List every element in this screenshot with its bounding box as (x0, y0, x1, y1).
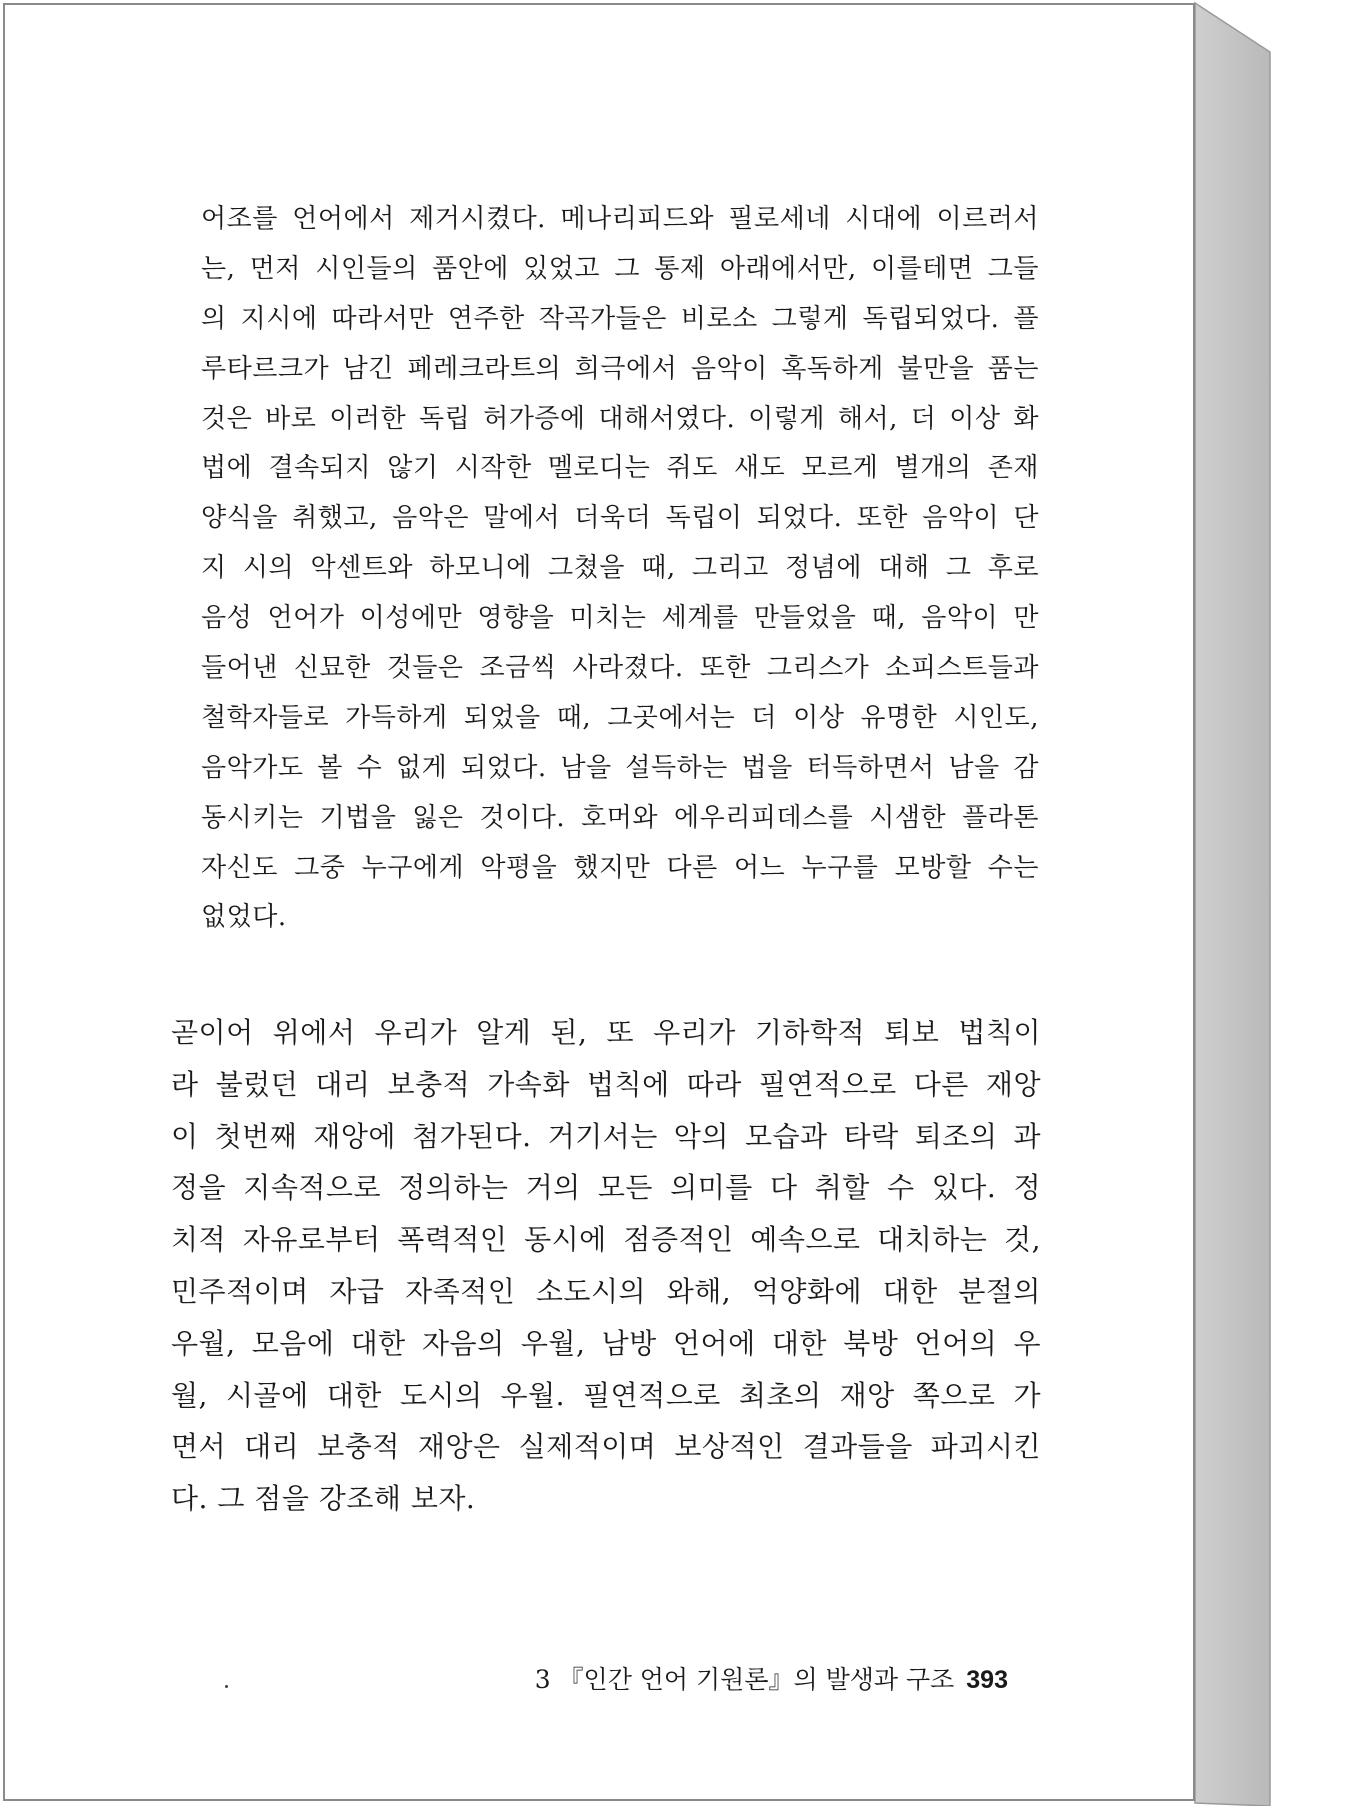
quote-line: 음성 언어가 이성에만 영향을 미치는 세계를 만들었을 때, 음악이 만 (201, 603, 1039, 634)
body-line: 면서 대리 보충적 재앙은 실제적이며 보상적인 결과들을 파괴시킨 (171, 1430, 1041, 1464)
body-line: 라 불렀던 대리 보충적 가속화 법칙에 따라 필연적으로 다른 재앙 (171, 1067, 1041, 1101)
quote-line: 음악가도 볼 수 없게 되었다. 남을 설득하는 법을 터득하면서 남을 감 (201, 752, 1039, 783)
quote-line: 것은 바로 이러한 독립 허가증에 대해서였다. 이렇게 해서, 더 이상 화 (201, 403, 1039, 434)
body-line: 월, 시골에 대한 도시의 우월. 필연적으로 최초의 재앙 쪽으로 가 (171, 1378, 1041, 1412)
quote-line: 양식을 취했고, 음악은 말에서 더욱더 독립이 되었다. 또한 음악이 단 (201, 503, 1039, 534)
running-title: 3 『인간 언어 기원론』의 발생과 구조 (534, 1665, 955, 1694)
quote-line: 철학자들로 가득하게 되었을 때, 그곳에서는 더 이상 유명한 시인도, (201, 702, 1039, 733)
body-line: 다. 그 점을 강조해 보자. (171, 1482, 476, 1516)
body-line: 곧이어 위에서 우리가 알게 된, 또 우리가 기하학적 퇴보 법칙이 (171, 1016, 1041, 1049)
quote-line: 법에 결속되지 않기 시작한 멜로디는 쥐도 새도 모르게 별개의 존재 (201, 453, 1039, 484)
scan-speck (225, 1685, 228, 1688)
body-line: 치적 자유로부터 폭력적인 동시에 점증적인 예속으로 대치하는 것, (171, 1223, 1041, 1257)
block-quote (201, 195, 1039, 943)
quote-line: 들어낸 신묘한 것들은 조금씩 사라졌다. 또한 그리스가 소피스트들과 (201, 653, 1039, 684)
quote-line: 동시키는 기법을 잃은 것이다. 호머와 에우리피데스를 시샘한 플라톤 (201, 802, 1039, 833)
body-line: 민주적이며 자급 자족적인 소도시의 와해, 억양화에 대한 분절의 (171, 1274, 1041, 1308)
quote-line: 없었다. (201, 902, 287, 933)
quote-line: 어조를 언어에서 제거시켰다. 메나리피드와 필로세네 시대에 이르러서 (201, 204, 1039, 234)
running-footer (535, 1665, 1008, 1695)
body-paragraph (171, 1007, 1041, 1525)
quote-line: 자신도 그중 누구에게 악평을 했지만 다른 어느 누구를 모방할 수는 (201, 852, 1039, 883)
body-line: 이 첫번째 재앙에 첨가된다. 거기서는 악의 모습과 타락 퇴조의 과 (171, 1119, 1041, 1153)
quote-line: 의 지시에 따라서만 연주한 작곡가들은 비로소 그렇게 독립되었다. 플 (201, 303, 1039, 334)
book-page (3, 3, 1195, 1801)
quote-line: 지 시의 악센트와 하모니에 그쳤을 때, 그리고 정념에 대해 그 후로 (201, 553, 1039, 584)
body-line: 정을 지속적으로 정의하는 거의 모든 의미를 다 취할 수 있다. 정 (171, 1171, 1041, 1205)
quote-line: 는, 먼저 시인들의 품안에 있었고 그 통제 아래에서만, 이를테면 그들 (201, 253, 1039, 284)
book-side-face (1195, 3, 1270, 1806)
quote-line: 루타르크가 남긴 페레크라트의 희극에서 음악이 혹독하게 불만을 품는 (201, 353, 1039, 384)
page-number: 393 (966, 1666, 1008, 1694)
body-line: 우월, 모음에 대한 자음의 우월, 남방 언어에 대한 북방 언어의 우 (171, 1326, 1041, 1360)
